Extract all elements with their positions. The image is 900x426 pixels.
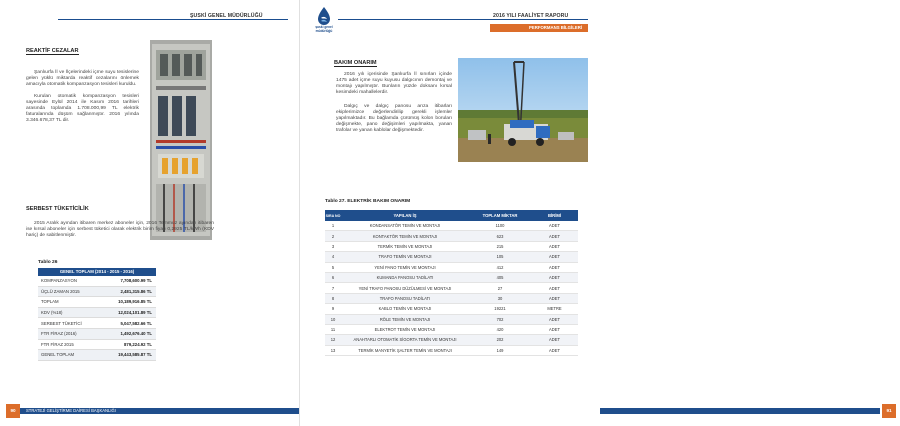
row-unit: ADET (549, 347, 560, 353)
row-number: 9 (331, 306, 335, 312)
row-quantity: 27 (497, 285, 503, 291)
header-sira-no: SIRA NO (325, 213, 341, 218)
summary-row (38, 329, 156, 340)
free-consumer-para: 2015 Aralık ayından itibaren merkez aboneler için, 2016 Temmuz ayından itibaren ise kırsal aboneler için serbest tüketici olarak elektrik birim fiyatı 0,2925 TL/kWh (KDV hariç) de sabitlenmiştir. (26, 221, 214, 238)
table-row (325, 335, 578, 345)
row-number: 8 (331, 295, 335, 301)
footer-department: STRATEJİ GELİŞTİRME DAİRESİ BAŞKANLIĞI (20, 408, 300, 414)
summary-label: KOMPANZASYON (41, 278, 77, 284)
maintenance-para-1: 2016 yılı içerisinde Şanlıurfa İl sınırları içinde 1475 adet içme suyu kuyusu dalgıcının demontaj ve montajı yapılmıştır. Bunların yüzde doksanı kırsal kesimdeki mahallelerdir. (336, 72, 452, 95)
reactive-penalties-para-1: Şanlıurfa İl ve İlçelerindeki içme suyu tesislerine gelen yüklü miktarda reaktif cezalarını önlemek amacıyla otomatik kompanzasyon tesisleri kuruldu. (26, 70, 139, 87)
left-header-title: ŞUSKİ GENEL MÜDÜRLÜĞÜ (190, 13, 263, 19)
summary-label: FTR FİRAZ 2015 (41, 341, 74, 347)
row-unit: ADET (549, 337, 560, 343)
row-quantity: 19221 (494, 306, 506, 312)
row-work: TERMİK MANYETİK ŞALTER TEMİN VE MONTAJI (358, 347, 452, 353)
row-unit: ADET (549, 223, 560, 229)
reactive-penalties-title: REAKTİF CEZALAR (26, 48, 79, 54)
table-row (325, 263, 578, 273)
table-27-caption: Tablo 27. ELEKTRİK BAKIM ONARIM (325, 199, 411, 204)
row-number: 5 (331, 264, 335, 270)
row-quantity: 702 (496, 316, 504, 322)
suski-logo (313, 6, 335, 36)
summary-value: 5,047,582.66 TL (120, 320, 152, 326)
table-row (325, 252, 578, 262)
summary-label: FTR FİRAZ (2016) (41, 331, 77, 337)
row-quantity: 30 (497, 295, 503, 301)
row-number: 13 (330, 347, 336, 353)
summary-row (38, 350, 156, 361)
table-row (325, 221, 578, 231)
electrical-maintenance-table (325, 210, 578, 356)
header-rule (338, 19, 588, 20)
row-work: KONDANSATÖR TEMİN VE MONTAJI (369, 223, 441, 229)
row-work: YENİ PANO TEMİN VE MONTAJI (374, 264, 436, 270)
right-page-number: 91 (882, 404, 896, 418)
row-number: 11 (330, 327, 336, 333)
summary-value: 7,708,600.99 TL (120, 278, 152, 284)
general-total-heading: GENEL TOPLAM (2014 - 2015 - 2016) (38, 268, 156, 276)
summary-value: 879,224.92 TL (124, 341, 152, 347)
summary-value: 10,189,916.85 TL (118, 299, 152, 305)
summary-row (38, 318, 156, 329)
row-quantity: 149 (496, 347, 504, 353)
table-row (325, 283, 578, 293)
logo-caption: şuski genel müdürlüğü (315, 25, 333, 33)
summary-label: SERBEST TÜKETİCİ (41, 320, 82, 326)
row-quantity: 1100 (495, 223, 505, 229)
row-work: ELEKTROT TEMİN VE MONTAJI (374, 327, 436, 333)
row-unit: METRE (547, 306, 562, 312)
row-unit: ADET (549, 254, 560, 260)
row-unit: ADET (549, 316, 560, 322)
electrical-panel-photo (150, 40, 212, 240)
performance-ribbon: PERFORMANS BİLGİLERİ (490, 24, 588, 32)
summary-row (38, 340, 156, 351)
summary-value: 1,492,676.40 TL (120, 331, 152, 337)
row-unit: ADET (549, 264, 560, 270)
table-row (325, 346, 578, 356)
row-work: KUMANDA PANOSU TADİLATI (376, 275, 434, 281)
summary-label: TOPLAM (41, 299, 59, 305)
maintenance-title: BAKIM ONARIM (334, 60, 377, 66)
right-footer-bar (600, 408, 880, 414)
row-work: TRAFO TEMİN VE MONTAJI (378, 254, 432, 260)
row-work: YENİ TRAFO PANOSU DÜZÜLMESİ VE MONTAJI (358, 285, 452, 291)
summary-row (38, 297, 156, 308)
row-work: KABLO TEMİN VE MONTAJI (378, 306, 432, 312)
row-unit: ADET (549, 233, 560, 239)
summary-row (38, 276, 156, 287)
row-unit: ADET (549, 327, 560, 333)
summary-row (38, 287, 156, 298)
left-page (0, 0, 300, 426)
row-work: ANAHTARLI OTOMATİK SİGORTA TEMİN VE MONTAJI (353, 337, 457, 343)
table-row (325, 304, 578, 314)
row-quantity: 215 (496, 243, 504, 249)
summary-row (38, 308, 156, 319)
drilling-rig-photo (458, 58, 588, 162)
left-page-number: 90 (6, 404, 20, 418)
header-unit: BİRİMİ (547, 213, 562, 218)
table-row (325, 242, 578, 252)
row-quantity: 105 (496, 254, 504, 260)
header-work: YAPILAN İŞ (393, 213, 417, 218)
maintenance-para-2: Dalgıç ve dalgıç panosu arıza itibarları ekiplerimizce değerlendirilip gerekli işlemler yapılmaktadır. Bu bağlamda çürümüş kolon boruları değişmekte, pano değişimleri yapılmakta, yanan trafolar ve yanan kablolar değişmektedir. (336, 104, 452, 133)
row-work: KONTAKTÖR TEMİN VE MONTAJI (372, 233, 438, 239)
row-quantity: 420 (496, 327, 504, 333)
row-work: TRAFO PANOSU TADİLATI (379, 295, 431, 301)
right-header-title: 2016 YILI FAALİYET RAPORU (493, 13, 569, 19)
table-row (325, 294, 578, 304)
row-number: 4 (331, 254, 335, 260)
free-consumer-title: SERBEST TÜKETİCİLİK (26, 206, 89, 212)
table-row (325, 315, 578, 325)
table-header-row (325, 210, 578, 221)
row-quantity: 202 (496, 337, 504, 343)
row-work: RÖLE TEMİN VE MONTAJI (379, 316, 431, 322)
table-26-caption: Tablo 26 (38, 260, 58, 265)
left-footer (0, 404, 300, 418)
row-unit: ADET (549, 285, 560, 291)
row-quantity: 405 (496, 275, 504, 281)
summary-label: KDV (%18) (41, 310, 63, 316)
row-quantity: 412 (496, 264, 504, 270)
row-number: 6 (331, 275, 335, 281)
right-footer (600, 404, 900, 418)
row-number: 7 (331, 285, 335, 291)
row-number: 2 (331, 233, 335, 239)
reactive-penalties-para-2: Kurulan otomatik kompanzasyon tesisleri sayesinde Eylül 2014 ile Kasım 2016 tarihleri arasında toplamda 1.708.000,99 TL elektrik faturalarında düşüm sağlanmıştır. 2016 yılında 3.346.678,37 TL dir. (26, 94, 139, 123)
summary-label: GENEL TOPLAM (41, 352, 75, 358)
row-number: 12 (330, 337, 336, 343)
water-drop-icon (317, 6, 331, 26)
row-unit: ADET (549, 243, 560, 249)
row-number: 1 (331, 223, 335, 229)
row-unit: ADET (549, 275, 560, 281)
table-row (325, 325, 578, 335)
general-total-table (38, 268, 156, 361)
summary-value: 19,443,585.87 TL (118, 352, 152, 358)
table-row (325, 231, 578, 241)
header-quantity: TOPLAM MİKTAR (482, 213, 518, 218)
row-number: 3 (331, 243, 335, 249)
row-unit: ADET (549, 295, 560, 301)
summary-label: ÜÇLÜ ZAMAN 2015 (41, 288, 80, 294)
row-quantity: 623 (496, 233, 504, 239)
header-rule (58, 19, 288, 20)
summary-value: 2,481,315.86 TL (120, 288, 152, 294)
table-row (325, 273, 578, 283)
summary-value: 12,024,101.89 TL (118, 310, 152, 316)
row-work: TERMİK TEMİN VE MONTAJI (377, 243, 433, 249)
row-number: 10 (330, 316, 336, 322)
